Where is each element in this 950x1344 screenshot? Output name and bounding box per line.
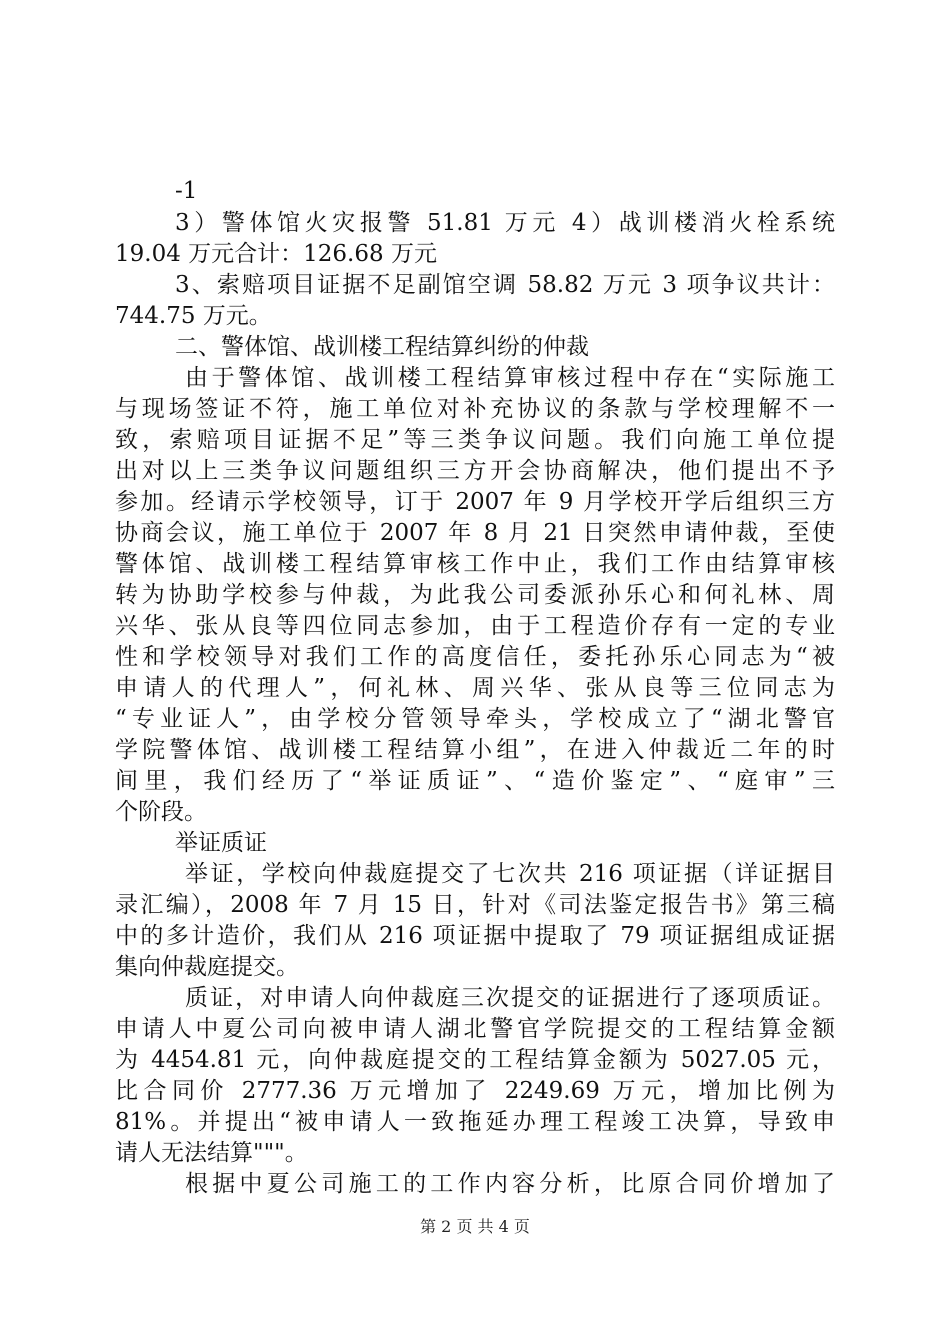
text-line: 3、索赔项目证据不足副馆空调 58.82 万元 3 项争议共计： (175, 272, 835, 298)
text-line: 申请人中夏公司向被申请人湖北警官学院提交的工程结算金额 (115, 1016, 835, 1042)
text-line: 中的多计造价，我们从 216 项证据中提取了 79 项证据组成证据 (115, 923, 835, 949)
text-line: 协商会议，施工单位于 2007 年 8 月 21 日突然申请仲裁，至使 (115, 520, 835, 546)
text-line: 3）警体馆火灾报警 51.81 万元 4）战训楼消火栓系统 (175, 210, 835, 236)
text-line: -1 (175, 178, 198, 204)
text-line: 学院警体馆、战训楼工程结算小组”，在进入仲裁近二年的时 (115, 737, 835, 763)
section-heading: 二、警体馆、战训楼工程结算纠纷的仲裁 (175, 334, 589, 360)
text-line: 录汇编），2008 年 7 月 15 日，针对《司法鉴定报告书》第三稿 (115, 892, 835, 918)
text-line: 19.04 万元合计：126.68 万元 (115, 241, 437, 267)
text-line: 兴华、张从良等四位同志参加，由于工程造价存有一定的专业 (115, 613, 835, 639)
text-line: 比合同价 2777.36 万元增加了 2249.69 万元，增加比例为 (115, 1078, 835, 1104)
text-line: 为 4454.81 元，向仲裁庭提交的工程结算金额为 5027.05 元， (115, 1047, 835, 1073)
text-line: “专业证人”，由学校分管领导牵头，学校成立了“湖北警官 (115, 706, 835, 732)
text-line: 个阶段。 (115, 799, 207, 825)
text-line: 81%。并提出“被申请人一致拖延办理工程竣工决算，导致申 (115, 1109, 835, 1135)
text-line: 质证，对申请人向仲裁庭三次提交的证据进行了逐项质证。 (185, 985, 835, 1011)
text-line: 与现场签证不符，施工单位对补充协议的条款与学校理解不一 (115, 396, 835, 422)
text-line: 由于警体馆、战训楼工程结算审核过程中存在“实际施工 (185, 365, 835, 391)
page-number-footer: 第 2 页 共 4 页 (420, 1217, 530, 1236)
text-line: 致，索赔项目证据不足”等三类争议问题。我们向施工单位提 (115, 427, 835, 453)
section-heading: 举证质证 (175, 830, 267, 856)
text-line: 举证，学校向仲裁庭提交了七次共 216 项证据（详证据目 (185, 861, 835, 887)
text-line: 744.75 万元。 (115, 303, 272, 329)
text-line: 集向仲裁庭提交。 (115, 954, 299, 980)
text-line: 请人无法结算"""。 (115, 1140, 308, 1166)
text-line: 警体馆、战训楼工程结算审核工作中止，我们工作由结算审核 (115, 551, 835, 577)
text-line: 出对以上三类争议问题组织三方开会协商解决，他们提出不予 (115, 458, 835, 484)
text-line: 间里，我们经历了“举证质证”、“造价鉴定”、“庭审”三 (115, 768, 835, 794)
text-line: 申请人的代理人”，何礼林、周兴华、张从良等三位同志为 (115, 675, 835, 701)
text-line: 性和学校领导对我们工作的高度信任，委托孙乐心同志为“被 (115, 644, 835, 670)
text-line: 参加。经请示学校领导，订于 2007 年 9 月学校开学后组织三方 (115, 489, 835, 515)
text-line: 根据中夏公司施工的工作内容分析，比原合同价增加了 (185, 1171, 835, 1197)
text-line: 转为协助学校参与仲裁，为此我公司委派孙乐心和何礼林、周 (115, 582, 835, 608)
